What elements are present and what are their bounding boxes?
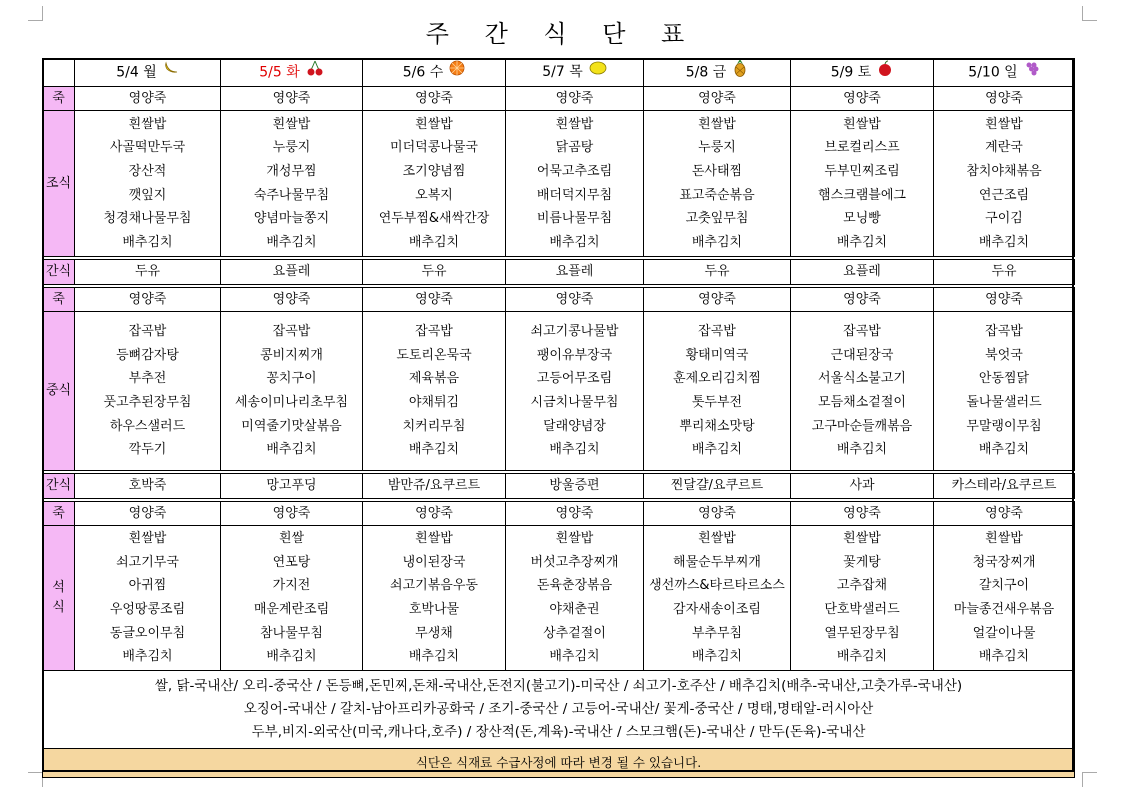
menu-item: 쇠고기콩나물밥 [530, 324, 619, 340]
menu-item: 흰쌀밥 [555, 116, 594, 132]
menu-item: 구이김 [985, 211, 1023, 227]
menu-item: 고춧잎무침 [685, 211, 749, 227]
menu-cell: 영양죽 [506, 501, 644, 526]
menu-item: 흰쌀밥 [698, 531, 736, 547]
menu-item: 훈제오리김치찜 [673, 371, 761, 387]
menu-item: 배추김치 [978, 442, 1030, 458]
menu-item: 우엉땅콩조림 [109, 602, 186, 617]
menu-item: 흰쌀밥 [985, 531, 1023, 547]
menu-item: 가지전 [272, 578, 311, 594]
menu-item: 감자새송이조림 [673, 602, 761, 617]
menu-item: 흰쌀밥 [985, 116, 1023, 132]
menu-item: 돈육춘장볶음 [536, 578, 613, 594]
row-label-text: 석 [52, 580, 65, 595]
menu-item: 비름나물무침 [536, 211, 613, 227]
menu-item: 배추김치 [408, 234, 460, 250]
menu-item: 개성무찜 [266, 163, 317, 179]
menu-item: 어묵고추조림 [536, 163, 613, 179]
menu-cell: 영양죽 [791, 287, 934, 312]
menu-cell: 영양죽 [644, 501, 791, 526]
menu-item: 장산적 [128, 163, 167, 179]
menu-cell: 망고푸딩 [221, 474, 363, 499]
menu-cell: 영양죽 [506, 86, 644, 111]
menu-item: 두부민찌조림 [824, 163, 900, 179]
menu-item: 배추김치 [266, 234, 317, 250]
origin-note-line: 두부,비지-외국산(미국,캐나다,호주) / 장산적(돈,계육)-국내산 / 스모크햄(돈)-국내산 / 만두(돈육)-국내산 [251, 724, 866, 740]
menu-item: 해물순두부찌개 [673, 554, 761, 570]
menu-item: 매운계란조림 [253, 602, 330, 617]
menu-item: 잡곡밥 [128, 324, 167, 340]
row-label: 간식 [43, 260, 75, 285]
row-label: 죽 [43, 287, 75, 312]
menu-cell: 요플레 [791, 260, 934, 285]
menu-item: 사골떡만두국 [109, 140, 186, 156]
menu-item: 세송이미나리초무침 [234, 395, 349, 410]
menu-item: 버섯고추장찌개 [530, 554, 619, 570]
menu-item: 부추전 [128, 371, 167, 387]
menu-item: 배추김치 [266, 442, 317, 458]
menu-item: 잡곡밥 [272, 324, 311, 340]
menu-item: 단호박샐러드 [824, 602, 900, 617]
menu-cell: 두유 [75, 260, 221, 285]
menu-item: 무생채 [415, 625, 453, 641]
menu-cell: 영양죽 [644, 287, 791, 312]
menu-item: 모닝빵 [843, 211, 881, 227]
menu-cell: 영양죽 [221, 501, 363, 526]
menu-item: 배추김치 [691, 649, 743, 665]
menu-item: 마늘종건새우볶음 [953, 602, 1055, 617]
row-label: 간식 [43, 474, 75, 499]
menu-item: 동글오이무침 [109, 625, 186, 641]
menu-cell: 영양죽 [75, 86, 221, 111]
menu-item: 흰쌀 [278, 531, 305, 547]
menu-item: 돌나물샐러드 [966, 395, 1042, 410]
menu-item: 콩비지찌개 [260, 347, 323, 363]
menu-item: 서울식소불고기 [818, 371, 906, 387]
menu-item: 쇠고기볶음우동 [390, 578, 478, 594]
menu-item: 배추김치 [549, 234, 600, 250]
menu-item: 배더덕지무침 [536, 187, 613, 203]
menu-cell: 요플레 [221, 260, 363, 285]
menu-cell: 방울증편 [506, 474, 644, 499]
menu-cell: 영양죽 [221, 86, 363, 111]
menu-item: 깻잎지 [128, 187, 167, 203]
table-frame [42, 58, 1074, 772]
menu-item: 배추김치 [549, 649, 600, 665]
menu-item: 배추김치 [836, 649, 888, 665]
menu-item: 연포탕 [272, 554, 311, 570]
menu-item: 흰쌀밥 [128, 531, 167, 547]
menu-item: 배추김치 [408, 649, 460, 665]
menu-item: 무말랭이무침 [966, 418, 1042, 434]
menu-item: 깍두기 [128, 442, 167, 458]
menu-item: 흰쌀밥 [272, 116, 311, 132]
menu-item: 아귀찜 [128, 578, 167, 594]
menu-cell: 호박죽 [75, 474, 221, 499]
menu-cell: 밤만쥬/요쿠르트 [363, 474, 506, 499]
menu-item: 열무된장무침 [824, 625, 900, 641]
menu-item: 쇠고기무국 [116, 554, 179, 570]
menu-cell: 영양죽 [506, 287, 644, 312]
day-label: 5/4 월 [116, 64, 157, 81]
menu-item: 뿌리채소맛탕 [679, 418, 755, 434]
menu-item: 하우스샐러드 [109, 418, 186, 434]
page-corner-mark [28, 772, 43, 787]
menu-item: 흰쌀밥 [843, 116, 881, 132]
menu-item: 잡곡밥 [415, 324, 453, 340]
menu-item: 야채튀김 [408, 395, 460, 410]
menu-item: 갈치구이 [978, 578, 1030, 594]
menu-item: 얼갈이나물 [972, 625, 1036, 641]
menu-item: 고등어무조림 [536, 371, 613, 387]
menu-cell: 두유 [363, 260, 506, 285]
row-label: 죽 [43, 501, 75, 526]
menu-item: 숙주나물무침 [253, 187, 330, 203]
menu-item: 오복지 [415, 187, 453, 203]
menu-cell: 두유 [934, 260, 1075, 285]
menu-cell: 요플레 [506, 260, 644, 285]
menu-item: 배추김치 [836, 234, 888, 250]
menu-cell: 영양죽 [644, 86, 791, 111]
menu-cell: 영양죽 [75, 287, 221, 312]
menu-item: 꽃게탕 [843, 554, 881, 570]
menu-cell: 찐달걀/요쿠르트 [644, 474, 791, 499]
menu-item: 배추김치 [691, 442, 743, 458]
row-label-text: 조식 [45, 175, 72, 191]
menu-item: 모듬채소겉절이 [818, 395, 906, 410]
menu-cell: 두유 [644, 260, 791, 285]
menu-item: 흰쌀밥 [843, 531, 881, 547]
menu-item: 계란국 [985, 140, 1023, 156]
menu-item: 배추김치 [836, 442, 888, 458]
page-corner-mark [1082, 772, 1097, 787]
menu-item: 근대된장국 [830, 347, 894, 363]
menu-item: 배추김치 [122, 649, 173, 665]
day-label: 5/8 금 [685, 64, 727, 81]
day-label: 5/5 화 [259, 64, 300, 81]
notice-text: 식단은 식재료 수급사정에 따라 변경 될 수 있습니다. [43, 749, 1075, 778]
menu-item: 연근조림 [978, 187, 1030, 203]
menu-cell: 영양죽 [934, 501, 1075, 526]
menu-cell: 영양죽 [934, 86, 1075, 111]
menu-item: 잡곡밥 [985, 324, 1023, 340]
menu-item: 부추무침 [691, 625, 743, 641]
day-label: 5/10 일 [968, 64, 1018, 81]
menu-item: 시금치나물무침 [530, 395, 619, 410]
menu-item: 청경채나물무침 [103, 211, 192, 227]
menu-cell: 영양죽 [221, 287, 363, 312]
menu-cell: 영양죽 [934, 287, 1075, 312]
menu-item: 참나물무침 [260, 625, 323, 641]
menu-item: 누룽지 [272, 140, 311, 156]
menu-item: 호박나물 [408, 602, 460, 617]
origin-note-line: 쌀, 닭-국내산/ 오리-중국산 / 돈등뼈,돈민찌,돈채-국내산,돈전지(불고기)-미국산 / 쇠고기-호주산 / 배추김치(배추-국내산,고춧가루-국내산) [154, 678, 963, 694]
menu-item: 조기양념찜 [402, 163, 466, 179]
menu-item: 흰쌀밥 [415, 116, 453, 132]
menu-cell: 영양죽 [363, 287, 506, 312]
menu-item: 냉이된장국 [402, 554, 466, 570]
menu-item: 배추김치 [408, 442, 460, 458]
day-label: 5/7 목 [542, 63, 583, 80]
menu-item: 고구마순들깨볶음 [811, 418, 913, 434]
menu-item: 톳두부전 [691, 395, 743, 410]
menu-item: 흰쌀밥 [555, 531, 594, 547]
row-label-text: 중식 [45, 383, 72, 398]
menu-item: 햄스크램블에그 [818, 187, 906, 203]
menu-item: 치커리무침 [402, 418, 466, 434]
menu-item: 배추김치 [266, 649, 317, 665]
menu-item: 북엇국 [985, 347, 1023, 363]
menu-item: 참치야채볶음 [966, 163, 1042, 179]
menu-item: 잡곡밥 [843, 324, 881, 340]
menu-item: 배추김치 [691, 234, 743, 250]
menu-item: 배추김치 [549, 442, 600, 458]
menu-cell: 영양죽 [791, 501, 934, 526]
menu-cell: 영양죽 [363, 501, 506, 526]
menu-item: 흰쌀밥 [415, 531, 453, 547]
menu-item: 잡곡밥 [698, 324, 736, 340]
menu-item: 제육볶음 [408, 371, 460, 387]
menu-item: 양념마늘쫑지 [253, 211, 330, 227]
menu-item: 미더덕콩나물국 [390, 140, 478, 156]
menu-item: 야채춘권 [549, 602, 600, 617]
menu-cell: 영양죽 [363, 86, 506, 111]
menu-item: 미역줄기맛살볶음 [241, 418, 342, 434]
menu-item: 브로컬리스프 [824, 140, 900, 156]
origin-note-line: 오징어-국내산 / 갈치-남아프리카공화국 / 조기-중국산 / 고등어-국내산/ 꽃게-중국산 / 명태,명태알-러시아산 [243, 701, 874, 717]
menu-item: 닭곰탕 [555, 140, 594, 156]
menu-item: 연두부찜&새싹간장 [378, 211, 490, 227]
menu-item: 배추김치 [122, 234, 173, 250]
menu-item: 고추잡채 [836, 578, 888, 594]
menu-item: 등뼈감자탕 [116, 347, 179, 363]
menu-item: 흰쌀밥 [128, 116, 167, 132]
menu-item: 상추겉절이 [543, 625, 606, 641]
menu-item: 풋고추된장무침 [103, 395, 192, 410]
menu-item: 누룽지 [698, 140, 736, 156]
menu-item: 도토리온묵국 [396, 347, 472, 363]
menu-item: 돈사태찜 [691, 163, 743, 179]
day-label: 5/9 토 [830, 64, 872, 81]
menu-item: 흰쌀밥 [698, 116, 736, 132]
menu-item: 안동찜닭 [978, 371, 1030, 387]
menu-cell: 영양죽 [75, 501, 221, 526]
menu-item: 팽이유부장국 [536, 347, 613, 363]
menu-item: 배추김치 [978, 649, 1030, 665]
menu-item: 배추김치 [978, 234, 1030, 250]
menu-item: 황태미역국 [685, 347, 749, 363]
row-label: 죽 [43, 86, 75, 111]
menu-item: 표고죽순볶음 [679, 187, 755, 203]
menu-item: 청국장찌개 [972, 554, 1036, 570]
menu-item: 달래양념장 [543, 418, 606, 434]
menu-cell: 카스테라/요쿠르트 [934, 474, 1075, 499]
row-label-text: 식 [52, 600, 65, 615]
menu-cell: 영양죽 [791, 86, 934, 111]
menu-item: 꽁치구이 [266, 371, 317, 387]
page-title: 주 간 식 단 표 [425, 20, 699, 48]
menu-item: 생선까스&타르타르소스 [649, 578, 785, 594]
day-label: 5/6 수 [402, 64, 444, 81]
menu-cell: 사과 [791, 474, 934, 499]
